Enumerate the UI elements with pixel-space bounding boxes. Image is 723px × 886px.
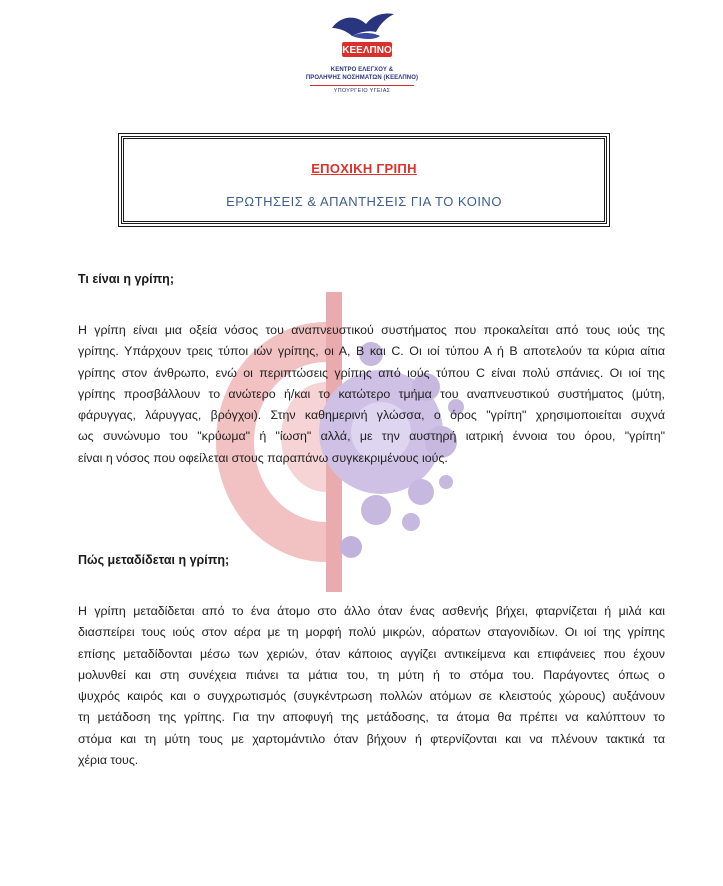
logo-ministry: ΥΠΟΥΡΓΕΙΟ ΥΓΕΙΑΣ — [333, 88, 391, 94]
paragraph-line: γρίπης στον άνθρωπο, ενώ οι περιπτώσεις γρίπης από ιούς τύπου C είναι πολύ σπάνιες. Οι ιοί της — [78, 365, 665, 380]
paragraph-line: ψυχρός καιρός και ο συγχρωτισμός (συγκέντρωση πολλών ατόμων σε κλειστούς χώρους) αυξάνουν — [78, 689, 665, 704]
paragraph-line: γρίπης προσβάλλουν το ανώτερο ή/και το κατώτερο τμήμα του αναπνευστικού συστήματος (μύτη, — [78, 386, 665, 401]
document-title: ΕΠΟΧΙΚΗ ΓΡΙΠΗ — [311, 161, 417, 176]
paragraph-line: γρίπης. Υπάρχουν τρεις τύποι ιών γρίπης, οι Α, Β και C. Οι ιοί τύπου Α ή Β αποτελούν τα κύρια αίτια — [78, 344, 665, 359]
logo-divider — [310, 85, 414, 86]
logo-line-2: ΠΡΟΛΗΨΗΣ ΝΟΣΗΜΑΤΩΝ (ΚΕΕΛΠΝΟ) — [305, 75, 419, 81]
paragraph-line: φάρυγγας, λάρυγγας, βρόγχοι). Στην καθημερινή γλώσσα, ο όρος "γρίπη" χρησιμοποιείται συχνά — [78, 408, 665, 423]
dove-logo-icon — [322, 6, 402, 66]
paragraph-line: Η γρίπη είναι μια οξεία νόσος του αναπνευστικού συστήματος που προκαλείται από τους ιούς της — [78, 323, 665, 337]
paragraph-line: Η γρίπη μεταδίδεται από το ένα άτομο στο άλλο όταν ένας ασθενής βήχει, φταρνίζεται ή μιλά και — [78, 604, 665, 618]
paragraph-line: στόμα και τη μύτη τους με χαρτομάντιλο όταν βήχουν ή φτερνίζονται και να πλένουν τακτικά τα — [78, 731, 665, 746]
section-heading-transmission: Πώς μεταδίδεται η γρίπη; — [78, 553, 230, 567]
section-paragraph-what-is-flu — [78, 320, 665, 469]
title-box — [121, 136, 607, 224]
paragraph-line: επίσης μεταδίδονται μέσω των χεριών, όταν κάποιος αγγίζει αντικείμενα και επιφάνειες που έχουν — [78, 646, 665, 661]
document-subtitle: ΕΡΩΤΗΣΕΙΣ & ΑΠΑΝΤΗΣΕΙΣ ΓΙΑ ΤΟ ΚΟΙΝΟ — [226, 194, 502, 209]
section-heading-what-is-flu: Τι είναι η γρίπη; — [78, 272, 174, 286]
keelpno-logo — [300, 6, 424, 94]
logo-line-1: ΚΕΝΤΡΟ ΕΛΕΓΧΟΥ & — [330, 67, 394, 73]
paragraph-line: είναι η νόσος που οφείλεται στους παραπάνω συγκεκριμένους ιούς. — [78, 450, 448, 465]
paragraph-line: μολυνθεί και στη συνέχεια πιάνει τα μάτια του, τη μύτη ή το στόμα του. Παράγοντες όπως ο — [78, 667, 665, 682]
paragraph-line: τη μετάδοση της γρίπης. Για την αποφυγή της μετάδοσης, τα άτομα θα πρέπει να καλύπτουν το — [78, 710, 665, 725]
paragraph-line: χέρια τους. — [78, 753, 139, 768]
logo-badge-text: ΚΕΕΛΠΝΟ — [342, 45, 392, 56]
paragraph-line: ως συνώνυμο του "κρύωμα" ή "ίωση" αλλά, με την αυστηρή ιατρική έννοια του όρου, "γρίπη" — [78, 429, 665, 444]
paragraph-line: διασπείρει τους ιούς στον αέρα με τη μορφή πολύ μικρών, αόρατων σταγονιδίων. Οι ιοί της γρίπης — [78, 625, 665, 640]
section-paragraph-transmission — [78, 601, 665, 771]
